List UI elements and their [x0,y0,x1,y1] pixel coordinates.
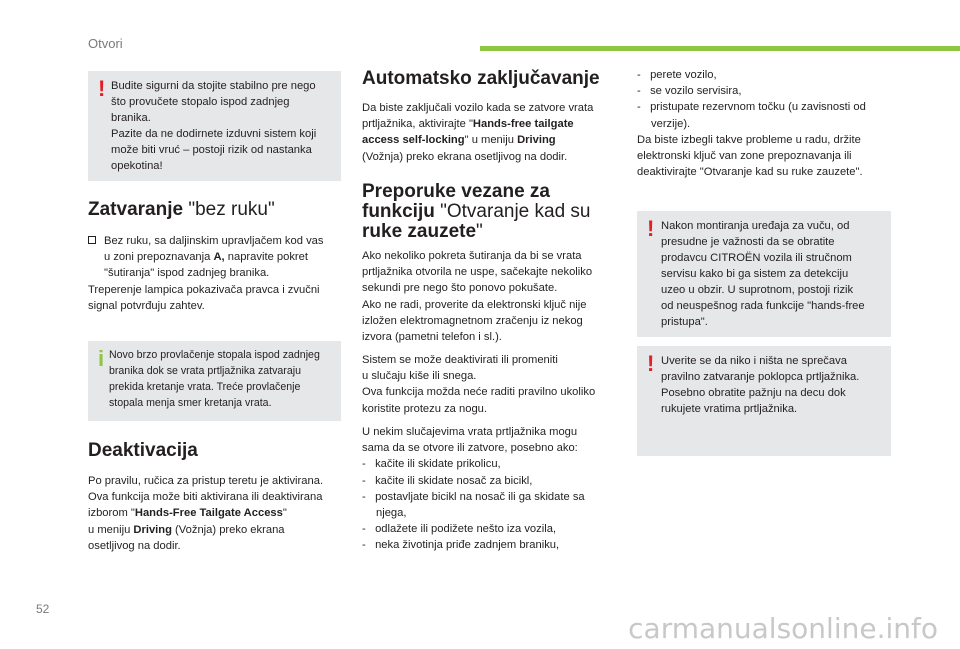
warning-line: što provučete stopalo ispod zadnjeg [111,96,290,108]
warning-box-tailgate: ! Uverite se da niko i ništa ne sprečava pravilno zatvaranje poklopca prtljažnika. Posebno obratite pažnju na decu dok rukujete vratima prtljažnika. [637,346,891,456]
warning-line: branika. [111,112,151,124]
body-line: signal potvrđuju zahtev. [88,299,205,312]
list-item: - pristupate rezervnom točku (u zavisnosti od verzije). [637,101,866,130]
deactivation-body: Po pravilu, ručica za pristup teretu je aktivirana. Ova funkcija može biti aktivirana ili deaktivirana izborom "Hands-Free Tailgate Access" u meniju Driving (Vožnja) preko ekrana osetljivog na dodir. [88,475,324,552]
list-item: - perete vozilo, [637,69,717,81]
watermark: carmanualsonline.info [628,612,938,645]
list-item: - odlažete ili podižete nešto iza vozila, [362,523,557,536]
heading-recommendations: Preporuke vezane za funkciju "Otvaranje kad su ruke zauzete" [362,181,591,242]
recommendations-p1: Ako nekoliko pokreta šutiranja da bi se vrata prtljažnika otvorila ne uspe, sačekajte nekoliko sekundi pre nego što ponovo pokušate. Ako ne radi, proverite da elektronski ključ nije izložen elektromagnetnom zračenju iz nekog izvora (pametni telefon i sl.). [362,250,593,344]
heading-deactivation: Deaktivacija [88,440,198,461]
warning-icon: ! [98,76,106,101]
checkbox-bullet-icon [88,236,96,244]
list-item: - postavljate bicikl na nosač ili ga skidate sa njega, [362,490,585,520]
warning-line: Pazite da ne dodirnete izduvni sistem koji [111,128,317,140]
heading-hands-free: Zatvaranje "bez ruku" [88,199,275,220]
warning-icon: ! [647,216,655,241]
warning-line: može biti vruć – postoji rizik od nastanka [111,144,312,156]
section-title: Otvori [88,36,123,51]
column3-list: - perete vozilo, - se vozilo servisira, - pristupate rezervnom točku (u zavisnosti od verzije). Da biste izbegli takve probleme u radu, držite elektronski ključ van zone prepoznavanja ili deaktivirajte "Otvaranje kad su ruke zauzete". [637,67,893,180]
list-item: - se vozilo servisira, [637,85,742,98]
info-icon: i [98,346,105,371]
body-line: Treperenje lampica pokazivača pravca i zvučni [88,283,320,296]
page-number: 52 [36,602,50,616]
info-line: Novo brzo provlačenje stopala ispod zadnjeg [109,349,320,361]
info-line: branika dok se vrata prtljažnika zatvaraju [109,365,301,377]
warning-icon: ! [647,351,655,376]
header-accent-bar [480,46,960,51]
recommendations-p3: U nekim slučajevima vrata prtljažnika mogu sama da se otvore ili zatvore, posebno ako: - kačite ili skidate prikolicu, - kačite ili skidate nosač za bicikl, - postavljate bicikl na nosač ili ga skidate sa njega, - odlažete ili podižete nešto iza vozila, - neka životinja priđe zadnjem braniku, [362,424,622,554]
warning-box-towbar: ! Nakon montiranja uređaja za vuču, od presudne je važnosti da se obratite prodavcu CITROËN vozila ili stručnom servisu kako bi ga sistem za detekciju uzeo u obzir. U suprotnom, postoji rizik od neuspešnog rada funkcije "hands-free pristupa". [637,211,891,337]
info-line: prekida kretanje vrata. Treće provlačenje [109,381,301,393]
warning-line: opekotina! [111,160,163,172]
hands-free-body: Bez ruku, sa daljinskim upravljačem kod vas u zoni prepoznavanja A, napravite pokret "šutiranja" ispod zadnjeg branika. Treperenje lampica pokazivača pravca i zvučni signal potvrđuju zahtev. [88,233,344,314]
recommendations-p2: Sistem se može deaktivirati ili promeniti u slučaju kiše ili snega. Ova funkcija možda neće raditi pravilno ukoliko koristite protezu za nogu. [362,354,596,415]
body-line: Bez ruku, sa daljinskim upravljačem kod vas [104,235,324,247]
list-item: - kačite ili skidate prikolicu, [362,458,501,471]
list-item: - neka životinja priđe zadnjem braniku, [362,539,560,552]
warning-line: Budite sigurni da stojite stabilno pre nego [111,80,316,92]
info-line: stopala menja smer kretanja vrata. [109,397,272,409]
warning-box-feet [88,71,341,181]
body-line: "šutiranja" ispod zadnjeg branika. [104,267,270,280]
info-box-repeat-kick [88,341,341,421]
heading-auto-locking: Automatsko zaključavanje [362,68,600,89]
list-item: - kačite ili skidate nosač za bicikl, [362,474,533,487]
auto-locking-body: Da biste zaključali vozilo kada se zatvore vrata prtljažnika, aktivirajte "Hands-free tailgate access self-locking" u meniju Driving (Vožnja) preko ekrana osetljivog na dodir. [362,102,594,163]
